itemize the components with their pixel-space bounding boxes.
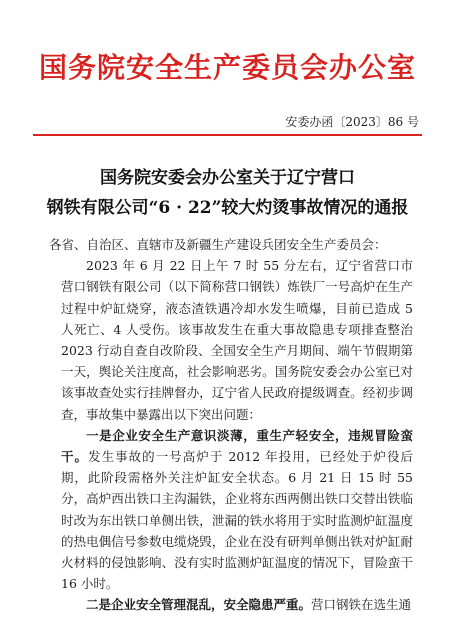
document-body: [49, 234, 413, 616]
title-line-2: 钢铁有限公司“6 · 22”较大灼烫事故情况的通报: [46, 198, 409, 218]
paragraph-1: 2023 年 6 月 22 日上午 7 时 55 分左右，辽宁省营口市营口钢铁有限公司（以下简称营口钢铁）炼铁厂一号高炉在生产过程中炉缸烧穿，液态渣铁遇冷却水发生喷爆，目前已造成 5 人死亡、4 人受伤。该事故发生在重大事故隐患专项排查整治 2023 行动自查自改阶段、全国安全生产月期间、端午节假期第一天，舆论关注度高，社会影响恶劣。国务院安委会办公室已对该事故查处实行挂牌督办，辽宁省人民政府提级调查。经初步调查，事故集中暴露出以下突出问题：: [61, 258, 413, 422]
salutation: 各省、自治区、直辖市及新疆生产建设兵团安全生产委员会：: [49, 237, 387, 252]
paragraph-3-lead: 二是企业安全管理混乱，安全隐患严重。: [86, 597, 312, 613]
document-title: [30, 163, 425, 223]
document-number: 安委办函〔2023〕86 号: [285, 115, 419, 129]
paragraph-3-text: 营口钢铁在选生通: [311, 597, 412, 613]
title-line-1: 国务院安委会办公室关于辽宁营口: [100, 168, 355, 188]
issuing-org-header: 国务院安全生产委员会办公室: [38, 51, 416, 84]
paragraph-2: [61, 425, 413, 595]
paragraph-2-lead: 一是企业安全生产意识淡薄，重生产轻安全，违规冒险蛮干。: [61, 427, 413, 465]
paragraph-3: [61, 594, 413, 615]
red-divider-line: [33, 134, 422, 136]
paragraph-2-text: 发生事故的一号高炉于 2012 年投用，已经处于炉役后期，此阶段需格外关注炉缸安全状态。6 月 21 日 15 时 55 分，高炉西出铁口主沟漏铁，企业将东西两侧出铁口交替出铁临时改为东出铁口单侧出铁，泄漏的铁水将用于实时监测炉缸温度的热电偶信号参数电缆烧毁，企业在没有研判单侧出铁对炉缸耐火材料的侵蚀影响、没有实时监测炉缸温度的情况下，冒险蛮干 16 小时。: [61, 449, 413, 592]
